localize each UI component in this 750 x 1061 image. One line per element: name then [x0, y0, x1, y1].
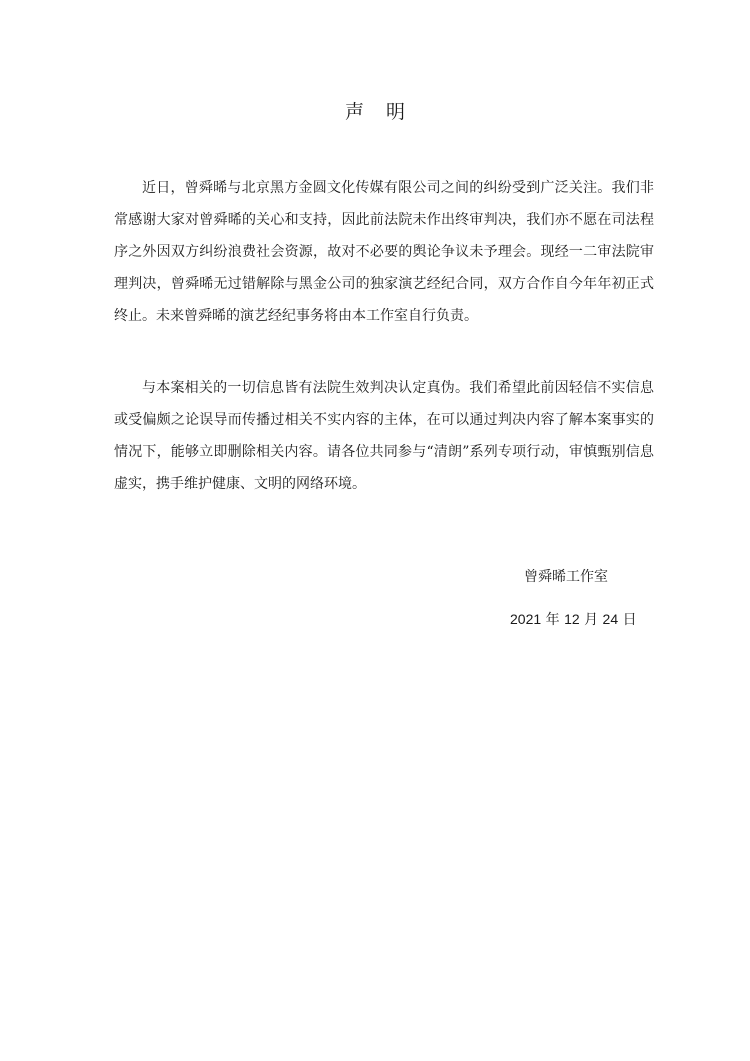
- date-day: 24: [602, 611, 619, 627]
- date-month: 12: [564, 611, 580, 627]
- signature-studio-name: 曾舜晞工作室: [524, 569, 608, 585]
- date-year: 2021: [510, 611, 542, 627]
- date-day-unit: 日: [622, 612, 637, 628]
- date-year-unit: 年: [545, 612, 560, 628]
- document-title: 声明: [344, 101, 427, 123]
- statement-date: [510, 608, 637, 631]
- body-paragraph-1: 近日，曾舜晞与北京黑方金圆文化传媒有限公司之间的纠纷受到广泛关注。我们非常感谢大家对曾舜晞的关心和支持，因此前法院未作出终审判决，我们亦不愿在司法程序之外因双方纠纷浪费社会资源，故对不必要的舆论争议未予理会。现经一二审法院审理判决，曾舜晞无过错解除与黑金公司的独家演艺经纪合同，双方合作自今年年初正式终止。未来曾舜晞的演艺经纪事务将由本工作室自行负责。: [114, 180, 654, 324]
- body-paragraph-2: 与本案相关的一切信息皆有法院生效判决认定真伪。我们希望此前因轻信不实信息或受偏颇之论误导而传播过相关不实内容的主体，在可以通过判决内容了解本案事实的情况下，能够立即删除相关内容。请各位共同参与“清朗”系列专项行动，审慎甄别信息虚实，携手维护健康、文明的网络环境。: [114, 380, 654, 492]
- date-month-unit: 月: [584, 612, 599, 628]
